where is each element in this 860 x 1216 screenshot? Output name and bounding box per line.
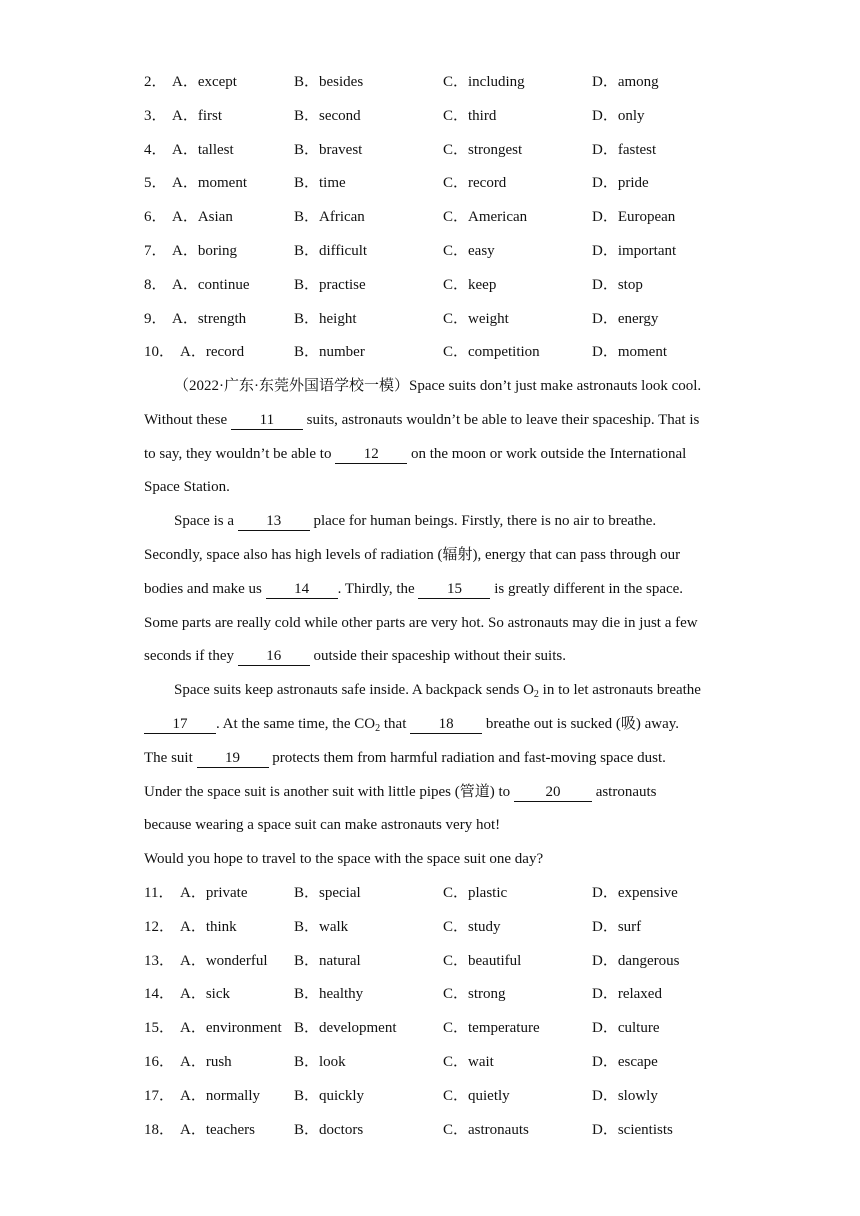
option-c[interactable]: C．American — [443, 209, 528, 226]
passage-line: Without these 11 suits, astronauts wouldn’t be able to leave their spaceship. That is — [144, 411, 700, 428]
question-number: 12． — [144, 918, 175, 935]
question-number: 8． — [144, 276, 167, 293]
option-c[interactable]: C．temperature — [443, 1020, 540, 1037]
question-options-row — [144, 978, 724, 1012]
option-d[interactable]: D．scientists — [592, 1121, 673, 1138]
option-a[interactable]: A．strength — [172, 310, 247, 327]
option-d[interactable]: D．important — [592, 242, 677, 259]
question-number: 4． — [144, 141, 167, 158]
passage-line: Under the space suit is another suit with little pipes (管道) to 20 astronauts — [144, 783, 657, 800]
passage-line: Space Station. — [144, 479, 230, 496]
option-b[interactable]: B．quickly — [294, 1087, 364, 1104]
option-c[interactable]: C．quietly — [443, 1087, 510, 1104]
option-a[interactable]: A．environment — [180, 1020, 282, 1037]
option-a[interactable]: A．think — [180, 918, 237, 935]
question-options-row — [144, 1012, 724, 1046]
option-c[interactable]: C．keep — [443, 276, 497, 293]
option-d[interactable]: D．European — [592, 209, 676, 226]
blank-18[interactable]: 18 — [410, 717, 482, 734]
options-list-bottom — [144, 877, 724, 1147]
question-number: 17． — [144, 1087, 175, 1104]
option-a[interactable]: A．continue — [172, 276, 250, 293]
question-number: 10． — [144, 344, 175, 361]
options-list-top — [144, 66, 724, 370]
question-options-row — [144, 336, 724, 370]
option-b[interactable]: B．healthy — [294, 986, 364, 1003]
option-d[interactable]: D．expensive — [592, 885, 678, 901]
option-d[interactable]: D．pride — [592, 175, 649, 192]
option-a[interactable]: A．sick — [180, 986, 230, 1003]
passage-line: The suit 19 protects them from harmful radiation and fast-moving space dust. — [144, 749, 666, 766]
passage — [144, 370, 744, 877]
passage-line: Secondly, space also has high levels of radiation (辐射), energy that can pass through our — [144, 546, 681, 563]
question-number: 7． — [144, 242, 167, 259]
option-a[interactable]: A．rush — [180, 1053, 232, 1070]
passage-line: seconds if they 16 outside their spaceship without their suits. — [144, 648, 566, 665]
option-b[interactable]: B．special — [294, 885, 361, 901]
option-d[interactable]: D．dangerous — [592, 952, 680, 969]
question-number: 16． — [144, 1053, 175, 1070]
passage-line: （2022·广东·东莞外国语学校一模）Space suits don’t just make astronauts look cool. — [174, 378, 702, 394]
option-a[interactable]: A．boring — [172, 242, 237, 259]
option-d[interactable]: D．stop — [592, 276, 643, 293]
option-c[interactable]: C．strong — [443, 986, 506, 1003]
option-b[interactable]: B．doctors — [294, 1121, 364, 1138]
option-c[interactable]: C．third — [443, 107, 497, 124]
option-b[interactable]: B．second — [294, 107, 361, 124]
question-number: 6． — [144, 209, 167, 226]
option-a[interactable]: A．teachers — [180, 1121, 255, 1138]
option-c[interactable]: C．wait — [443, 1053, 494, 1070]
option-b[interactable]: B．height — [294, 310, 357, 327]
passage-line: Space is a 13 place for human beings. Firstly, there is no air to breathe. — [174, 513, 657, 530]
option-d[interactable]: D．culture — [592, 1020, 660, 1037]
option-c[interactable]: C．record — [443, 175, 507, 192]
option-c[interactable]: C．plastic — [443, 885, 508, 901]
blank-16[interactable]: 16 — [238, 649, 310, 666]
option-a[interactable]: A．normally — [180, 1087, 260, 1104]
option-d[interactable]: D．surf — [592, 918, 642, 935]
option-c[interactable]: C．beautiful — [443, 952, 522, 969]
passage-line: bodies and make us 14 . Thirdly, the 15 is greatly different in the space. — [144, 580, 684, 597]
option-a[interactable]: A．except — [172, 74, 237, 90]
option-c[interactable]: C．easy — [443, 242, 495, 259]
option-a[interactable]: A．record — [180, 344, 245, 361]
option-b[interactable]: B．besides — [294, 74, 364, 90]
blank-20[interactable]: 20 — [514, 785, 592, 802]
blank-19[interactable]: 19 — [197, 751, 269, 768]
question-options-row — [144, 1046, 724, 1080]
question-options-row — [144, 201, 724, 235]
option-c[interactable]: C．astronauts — [443, 1121, 529, 1138]
question-number: 5． — [144, 175, 167, 192]
option-d[interactable]: D．among — [592, 74, 659, 90]
option-b[interactable]: B．bravest — [294, 141, 363, 158]
question-number: 3． — [144, 107, 167, 124]
question-options-row — [144, 303, 724, 337]
option-b[interactable]: B．time — [294, 175, 346, 192]
question-options-row — [144, 100, 724, 134]
option-c[interactable]: C．competition — [443, 344, 540, 361]
question-options-row — [144, 945, 724, 979]
option-a[interactable]: A．moment — [172, 175, 247, 192]
option-a[interactable]: A．Asian — [172, 209, 233, 226]
question-options-row — [144, 1114, 724, 1148]
option-a[interactable]: A．private — [180, 885, 248, 901]
option-d[interactable]: D．slowly — [592, 1087, 658, 1104]
passage-line: 17 . At the same time, the $CO_2$ that 18 breathe out is sucked (吸) away. — [144, 708, 744, 742]
option-b[interactable]: B．look — [294, 1053, 346, 1070]
question-number: 9． — [144, 310, 167, 327]
blank-15[interactable]: 15 — [418, 582, 490, 599]
passage-line: because wearing a space suit can make astronauts very hot! — [144, 817, 501, 834]
passage-question: Would you hope to travel to the space with the space suit one day? — [144, 851, 544, 868]
question-options-row — [144, 235, 724, 269]
question-options-row — [144, 66, 724, 100]
option-b[interactable]: B．walk — [294, 918, 349, 935]
passage-line: to say, they wouldn’t be able to 12 on the moon or work outside the International — [144, 445, 687, 462]
blank-14[interactable]: 14 — [266, 582, 338, 599]
option-d[interactable]: D．energy — [592, 310, 659, 327]
option-d[interactable]: D．fastest — [592, 141, 657, 158]
blank-17[interactable]: 17 — [144, 717, 216, 734]
passage-line: Space suits keep astronauts safe inside. A backpack sends $O_2$ in to let astronauts breathe — [174, 682, 701, 701]
option-c[interactable]: C．study — [443, 918, 501, 935]
option-c[interactable]: C．weight — [443, 310, 509, 327]
option-d[interactable]: D．moment — [592, 344, 667, 361]
option-b[interactable]: B．natural — [294, 952, 361, 969]
option-d[interactable]: D．relaxed — [592, 986, 662, 1003]
option-b[interactable]: B．number — [294, 344, 365, 361]
option-b[interactable]: B．difficult — [294, 242, 368, 259]
question-options-row — [144, 167, 724, 201]
blank-11[interactable]: 11 — [231, 413, 303, 430]
option-d[interactable]: D．escape — [592, 1053, 658, 1070]
question-options-row — [144, 911, 724, 945]
question-options-row — [144, 877, 724, 911]
option-c[interactable]: C．including — [443, 74, 525, 90]
option-b[interactable]: B．practise — [294, 276, 366, 293]
option-b[interactable]: B．development — [294, 1020, 397, 1037]
option-a[interactable]: A．wonderful — [180, 952, 268, 969]
option-a[interactable]: A．tallest — [172, 141, 234, 158]
blank-13[interactable]: 13 — [238, 514, 310, 531]
question-number: 15． — [144, 1020, 175, 1037]
option-b[interactable]: B．African — [294, 209, 365, 226]
question-options-row — [144, 134, 724, 168]
question-number: 11． — [144, 885, 174, 901]
question-number: 18． — [144, 1121, 175, 1138]
question-number: 2． — [144, 74, 167, 90]
question-number: 14． — [144, 986, 175, 1003]
question-number: 13． — [144, 952, 175, 969]
question-options-row — [144, 1080, 724, 1114]
passage-line: Some parts are really cold while other parts are very hot. So astronauts may die in just a few — [144, 614, 698, 631]
question-options-row — [144, 269, 724, 303]
option-d[interactable]: D．only — [592, 107, 645, 124]
option-a[interactable]: A．first — [172, 107, 222, 124]
blank-12[interactable]: 12 — [335, 447, 407, 464]
option-c[interactable]: C．strongest — [443, 141, 523, 158]
